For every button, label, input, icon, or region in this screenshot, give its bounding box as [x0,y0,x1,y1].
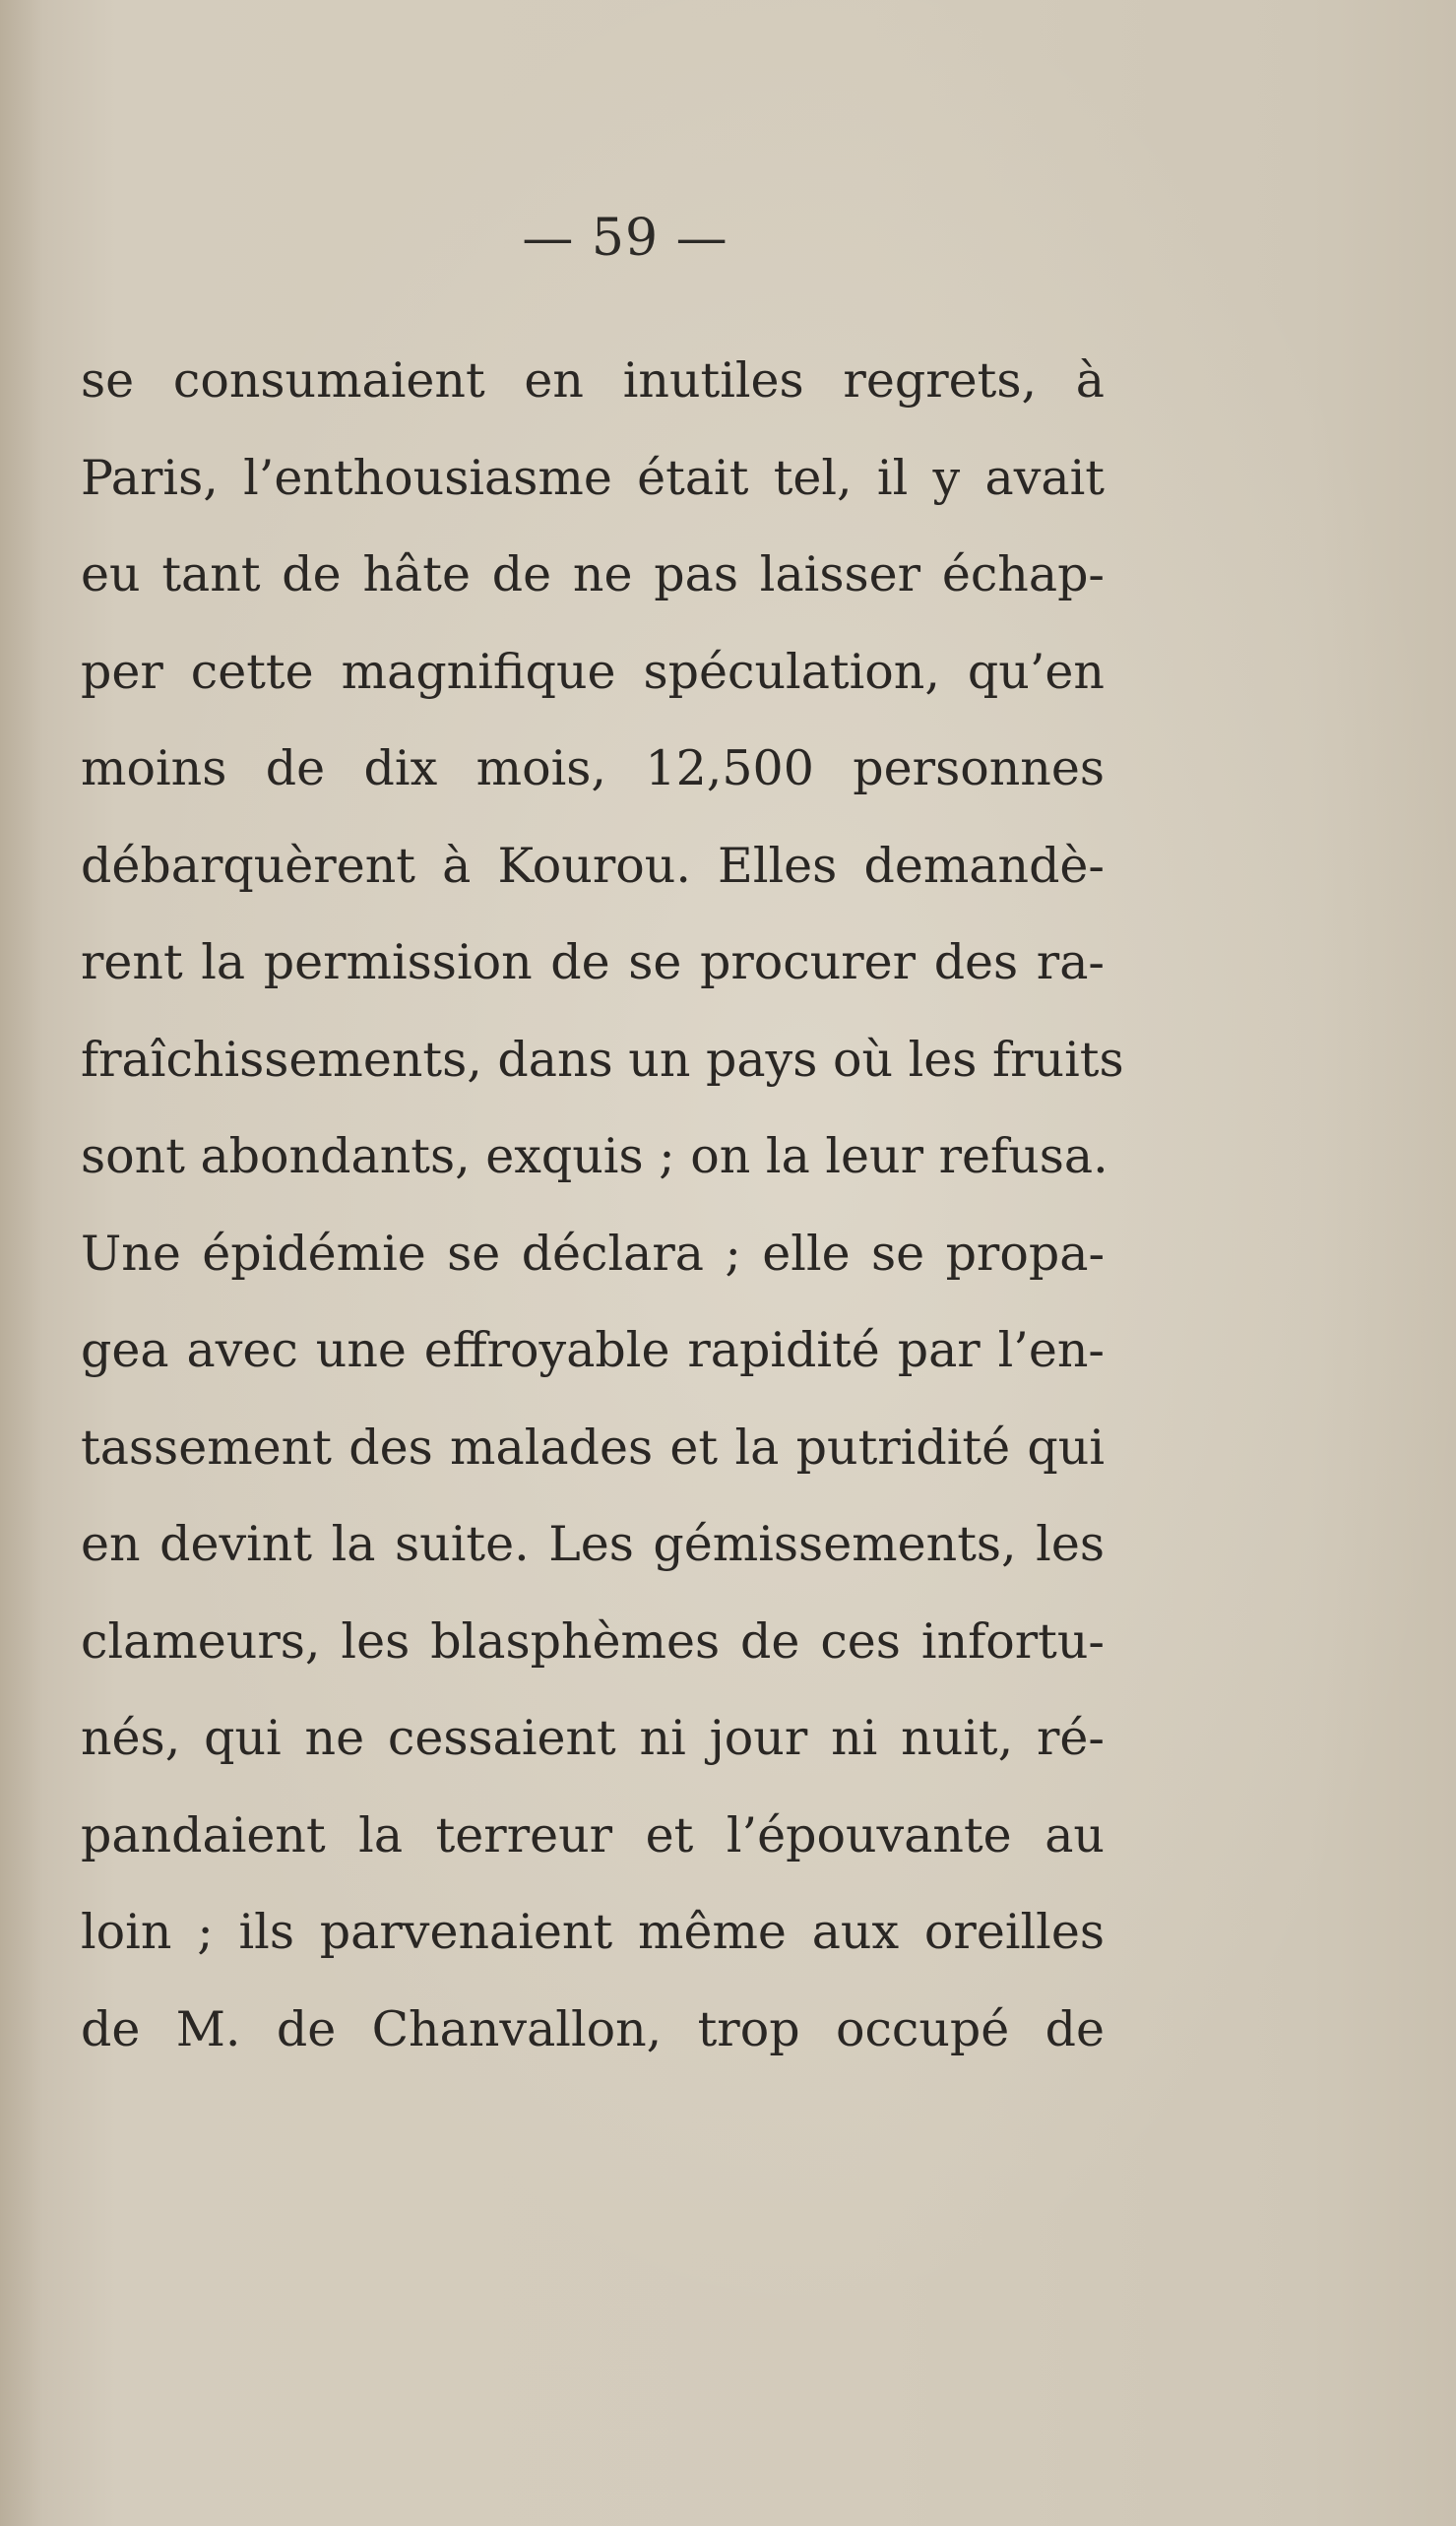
text-line: de M. de Chanvallon, trop occupé de [81,2000,1105,2057]
text-line: se consumaient en inutiles regrets, à [81,352,1105,409]
text-line: sont abondants, exquis ; on la leur refusa. [81,1128,1108,1184]
text-line: en devint la suite. Les gémissements, les [81,1516,1105,1572]
text-line: moins de dix mois, 12,500 personnes [81,740,1105,796]
text-line: loin ; ils parvenaient même aux oreilles [81,1904,1105,1960]
text-line: eu tant de hâte de ne pas laisser échap- [81,546,1105,602]
text-line: clameurs, les blasphèmes de ces infortu- [81,1612,1105,1670]
page-number: — 59 — [522,209,728,268]
text-line: gea avec une effroyable rapidité par l’en- [81,1322,1105,1378]
text-line: nés, qui ne cessaient ni jour ni nuit, ré- [81,1710,1105,1766]
text-line: pandaient la terreur et l’épouvante au [81,1806,1105,1863]
text-line: débarquèrent à Kourou. Elles demandè- [81,837,1105,894]
text-line: Une épidémie se déclara ; elle se propa- [81,1225,1105,1282]
text-line: per cette magnifique spéculation, qu’en [81,643,1105,700]
text-line: fraîchissements, dans un pays où les fruits [81,1031,1124,1088]
text-line: tassement des malades et la putridité qui [81,1419,1105,1476]
text-line: Paris, l’enthousiasme était tel, il y avait [81,449,1105,506]
text-line: rent la permission de se procurer des ra- [81,934,1105,990]
body-text [81,333,1124,2078]
